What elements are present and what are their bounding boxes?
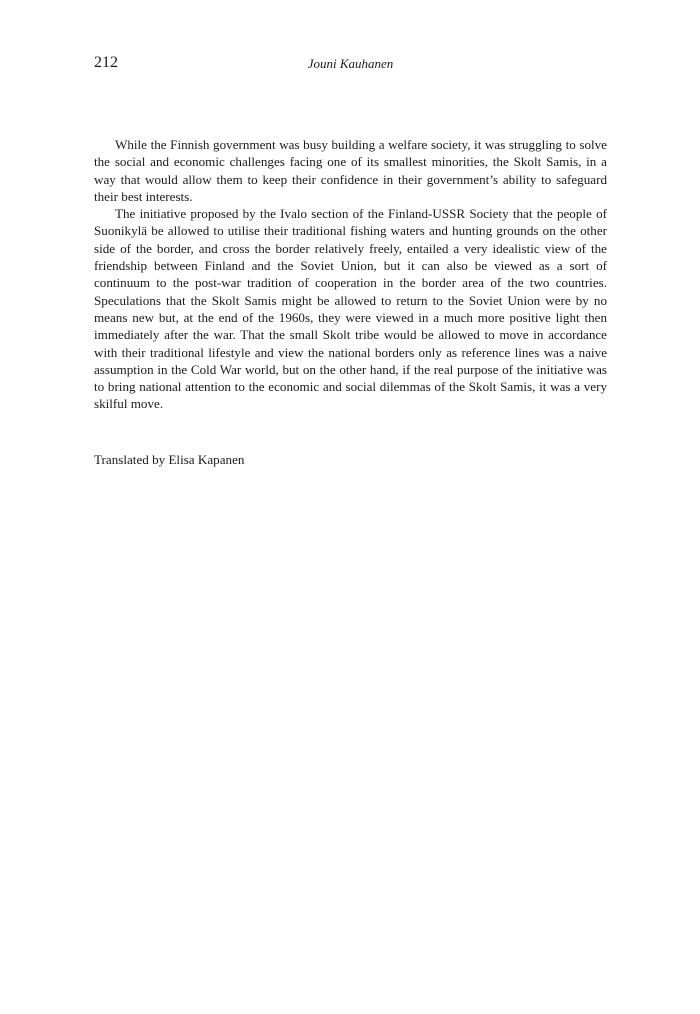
running-head bbox=[94, 53, 607, 75]
paragraph-1: While the Finnish government was busy building a welfare society, it was struggling to solve the social and economic challenges facing one of its smallest minorities, the Skolt Samis, in a way that would allow them to keep their confidence in their government’s ability to safeguard their best interests. bbox=[94, 137, 607, 204]
paragraph-2: The initiative proposed by the Ivalo section of the Finland-USSR Society that the people of Suonikylä be allowed to utilise their traditional fishing waters and hunting grounds on the other side of the border, and cross the border relatively freely, entailed a very idealistic view of the friendship between Finland and the Soviet Union, but it can also be viewed as a sort of continuum to the post-war tradition of cooperation in the border area of the two countries. Speculations that the Skolt Samis might be allowed to return to the Soviet Union were by no means new but, at the end of the 1960s, they were viewed in a much more positive light then immediately after the war. That the small Skolt tribe would be allowed to move in accordance with their traditional lifestyle and view the national borders only as reference lines was a naive assumption in the Cold War world, but on the other hand, if the real purpose of the initiative was to bring national attention to the economic and social dilemmas of the Skolt Samis, it was a very skilful move. bbox=[94, 206, 607, 412]
page-number: 212 bbox=[94, 54, 118, 71]
translator-credit: Translated by Elisa Kapanen bbox=[94, 452, 245, 467]
body-text bbox=[94, 136, 607, 413]
running-title-author: Jouni Kauhanen bbox=[307, 56, 394, 71]
